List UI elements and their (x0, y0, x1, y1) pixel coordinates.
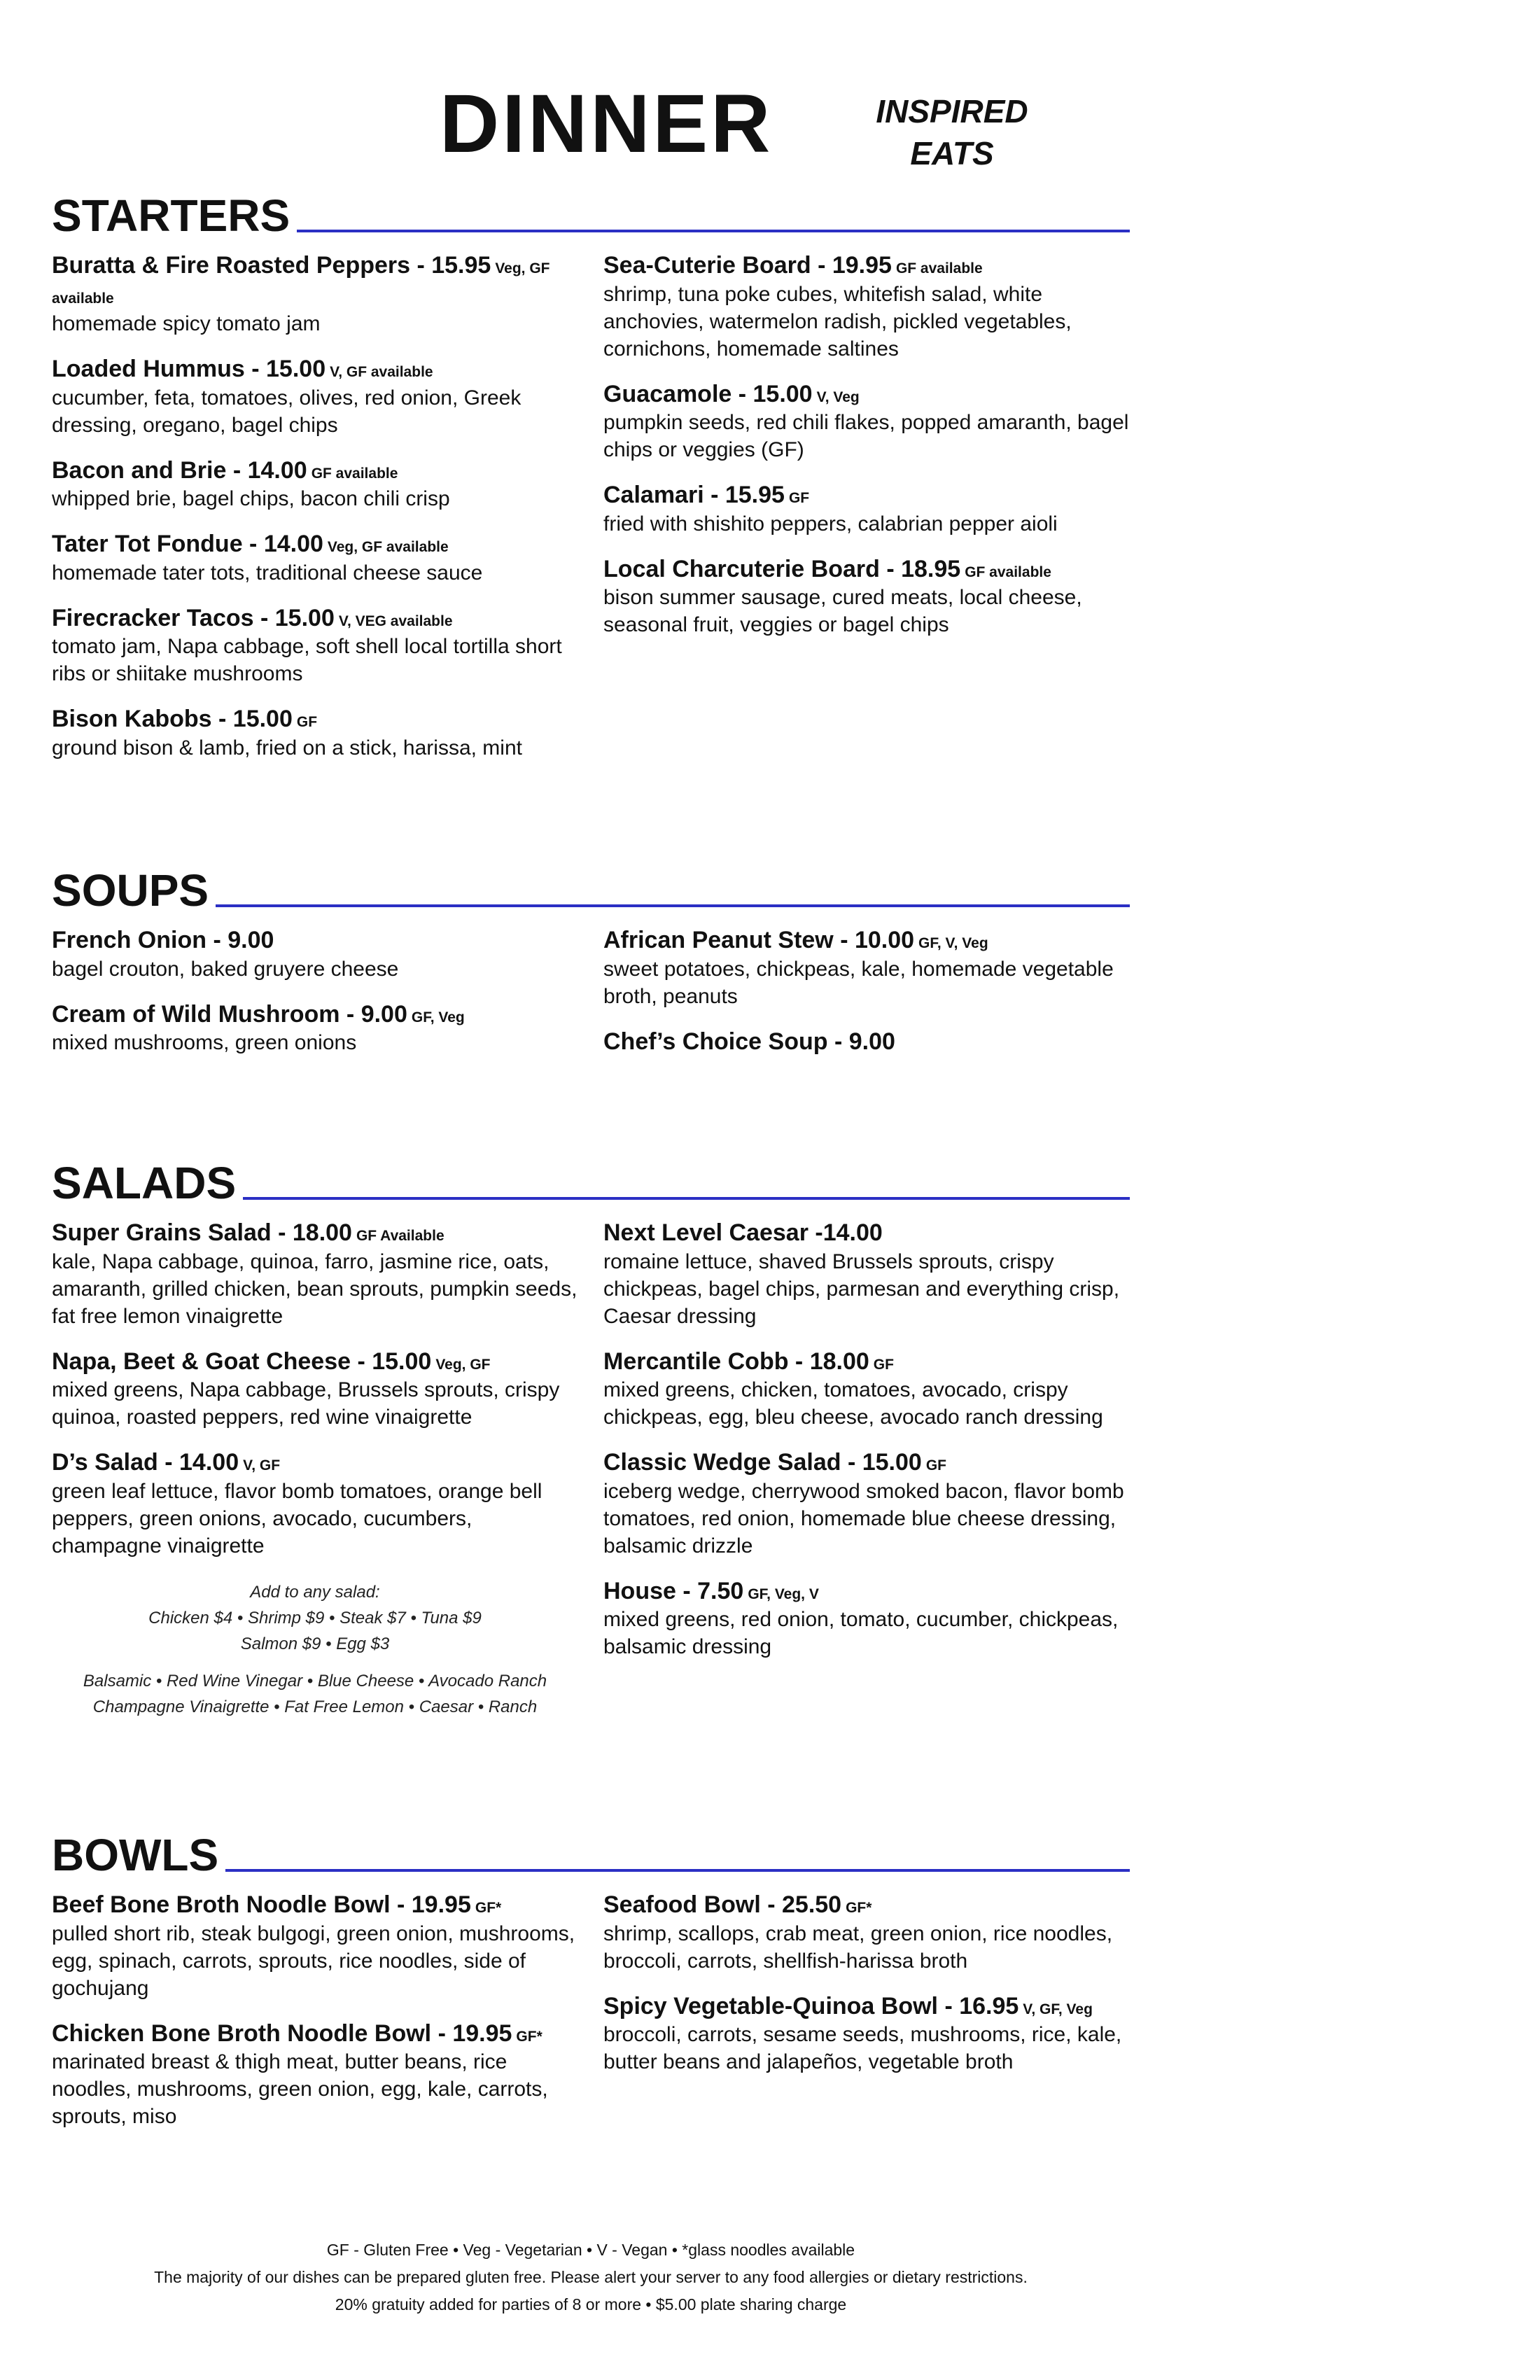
section-divider (225, 1869, 1130, 1872)
item-name: Bacon and Brie - 14.00 GF available (52, 456, 398, 484)
item-tags: GF* (516, 2028, 542, 2045)
item-name: House - 7.50 GF, Veg, V (603, 1577, 819, 1604)
menu-item (603, 1991, 1130, 2076)
menu-item (52, 2019, 578, 2131)
item-description: mixed mushrooms, green onions (52, 1031, 357, 1054)
footer (52, 2236, 1130, 2318)
section-title-salads: SALADS (52, 1158, 237, 1208)
menu-item (52, 603, 578, 688)
item-name: Next Level Caesar -14.00 (603, 1219, 883, 1246)
menu-item (603, 1576, 1130, 1661)
item-tags: GF (788, 490, 810, 506)
starters-left-column (52, 251, 578, 778)
item-description: bagel crouton, baked gruyere cheese (52, 957, 399, 981)
item-tags: V, GF (243, 1457, 281, 1474)
soups-left-column (52, 925, 578, 1073)
item-description: pulled short rib, steak bulgogi, green onion, mushrooms, egg, spinach, carrots, sprouts, rice noodles, side of gochujang (52, 1921, 575, 2000)
item-description: sweet potatoes, chickpeas, kale, homemade vegetable broth, peanuts (603, 957, 1114, 1008)
menu-item (52, 456, 578, 513)
menu-item (603, 925, 1130, 1010)
item-tags: GF (925, 1457, 946, 1474)
menu-item (603, 1027, 1130, 1057)
item-tags: GF, Veg (411, 1009, 465, 1026)
item-tags: GF available (965, 564, 1051, 580)
item-description: tomato jam, Napa cabbage, soft shell local tortilla short ribs or shiitake mushrooms (52, 635, 562, 685)
section-divider (297, 230, 1130, 232)
item-description: mixed greens, Napa cabbage, Brussels sprouts, crispy quinoa, roasted peppers, red wine vinaigrette (52, 1378, 560, 1429)
menu-item (52, 529, 578, 587)
item-name: Firecracker Tacos - 15.00 V, VEG available (52, 604, 453, 631)
addons-dressings: Champagne Vinaigrette • Fat Free Lemon • Caesar • Ranch (92, 1698, 538, 1717)
tagline-line-2: EATS (910, 134, 994, 172)
addons-dressings: Balsamic • Red Wine Vinegar • Blue Cheese • Avocado Ranch (83, 1672, 547, 1691)
salads-left-column (52, 1218, 578, 1731)
item-tags: GF* (475, 1900, 502, 1916)
item-tags: GF, Veg, V (748, 1586, 819, 1602)
item-tags: V, Veg (816, 388, 860, 405)
item-name: Loaded Hummus - 15.00 V, GF available (52, 356, 433, 382)
item-name: Beef Bone Broth Noodle Bowl - 19.95 GF* (52, 1891, 502, 1918)
addons-proteins: Salmon $9 • Egg $3 (240, 1634, 390, 1653)
menu-item (603, 480, 1130, 538)
item-description: whipped brie, bagel chips, bacon chili crisp (52, 487, 450, 510)
item-name: Seafood Bowl - 25.50 GF* (603, 1891, 872, 1918)
item-tags: V, VEG available (338, 612, 453, 629)
menu-item (52, 1890, 578, 2002)
item-description: fried with shishito peppers, calabrian pepper aioli (603, 512, 1058, 536)
item-name: D’s Salad - 14.00 V, GF (52, 1449, 281, 1476)
section-header (52, 188, 1130, 241)
menu-item (52, 354, 578, 439)
item-name: Sea-Cuterie Board - 19.95 GF available (603, 252, 983, 279)
footer-allergy-note: The majority of our dishes can be prepared gluten free. Please alert your server to any food allergies or dietary restrictions. (154, 2268, 1028, 2287)
item-description: mixed greens, red onion, tomato, cucumber, chickpeas, balsamic dressing (603, 1608, 1119, 1658)
item-tags: GF available (895, 260, 983, 276)
item-name: Guacamole - 15.00 V, Veg (603, 380, 860, 407)
item-name: Local Charcuterie Board - 18.95 GF available (603, 555, 1051, 582)
item-description: romaine lettuce, shaved Brussels sprouts, crispy chickpeas, bagel chips, parmesan and everything crisp, Caesar dressing (603, 1250, 1120, 1328)
item-name: Mercantile Cobb - 18.00 GF (603, 1348, 894, 1375)
menu-item (603, 251, 1130, 363)
item-description: homemade spicy tomato jam (52, 312, 321, 335)
item-tags: V, GF, Veg (1023, 2001, 1093, 2017)
bowls-right-column (603, 1890, 1130, 2147)
item-description: homemade tater tots, traditional cheese sauce (52, 561, 483, 584)
item-tags: Veg, GF available (327, 539, 449, 555)
item-description: iceberg wedge, cherrywood smoked bacon, flavor bomb tomatoes, red onion, homemade blue cheese dressing, balsamic drizzle (603, 1479, 1124, 1558)
section-header (52, 1827, 1130, 1880)
item-tags: GF, V, Veg (918, 935, 988, 951)
item-description: bison summer sausage, cured meats, local cheese, seasonal fruit, veggies or bagel chips (603, 586, 1082, 636)
soups-right-column (603, 925, 1130, 1073)
item-tags: Veg, GF available (52, 260, 550, 307)
item-name: Chicken Bone Broth Noodle Bowl - 19.95 GF* (52, 2019, 542, 2047)
menu-item (52, 704, 578, 762)
item-description: shrimp, tuna poke cubes, whitefish salad, white anchovies, watermelon radish, pickled vegetables, cornichons, homemade saltines (603, 282, 1072, 360)
salads-section (52, 1155, 1130, 1731)
menu-item (603, 554, 1130, 639)
footer-legend: GF - Gluten Free • Veg - Vegetarian • V - Vegan • *glass noodles available (326, 2241, 855, 2259)
item-name: African Peanut Stew - 10.00 GF, V, Veg (603, 927, 988, 953)
addons-heading: Add to any salad: (250, 1582, 380, 1602)
section-divider (243, 1197, 1130, 1200)
section-header (52, 1155, 1130, 1208)
salad-addons (52, 1579, 578, 1721)
item-name: Buratta & Fire Roasted Peppers - 15.95 Veg, GF available (52, 252, 550, 307)
item-tags: Veg, GF (435, 1356, 491, 1373)
item-description: pumpkin seeds, red chili flakes, popped amaranth, bagel chips or veggies (GF) (603, 411, 1129, 461)
bowls-section (52, 1827, 1130, 2147)
item-description: cucumber, feta, tomatoes, olives, red onion, Greek dressing, oregano, bagel chips (52, 386, 522, 437)
item-description: green leaf lettuce, flavor bomb tomatoes, orange bell peppers, green onions, avocado, cucumbers, champagne vinaigrette (52, 1479, 542, 1558)
menu-item (52, 1218, 578, 1330)
item-name: Tater Tot Fondue - 14.00 Veg, GF available (52, 531, 449, 557)
item-name: Super Grains Salad - 18.00 GF Available (52, 1219, 444, 1246)
bowls-left-column (52, 1890, 578, 2147)
menu-item (603, 1448, 1130, 1560)
section-header (52, 862, 1130, 916)
soups-section (52, 862, 1130, 1073)
menu-item (52, 251, 578, 337)
item-tags: GF (873, 1356, 894, 1373)
page-title: DINNER (440, 78, 774, 170)
item-name: French Onion - 9.00 (52, 927, 274, 953)
item-description: broccoli, carrots, sesame seeds, mushrooms, rice, kale, butter beans and jalapeños, vegetable broth (603, 2023, 1122, 2073)
item-tags: GF (296, 714, 318, 730)
item-name: Bison Kabobs - 15.00 GF (52, 706, 318, 732)
salads-right-column (603, 1218, 1130, 1731)
item-name: Classic Wedge Salad - 15.00 GF (603, 1449, 946, 1476)
menu-item (603, 1218, 1130, 1330)
menu-item (603, 1347, 1130, 1432)
item-tags: GF* (846, 1900, 872, 1916)
section-title-bowls: BOWLS (52, 1830, 219, 1880)
menu-item (52, 1347, 578, 1432)
menu-item (52, 925, 578, 983)
section-title-soups: SOUPS (52, 865, 209, 916)
item-description: mixed greens, chicken, tomatoes, avocado, crispy chickpeas, egg, bleu cheese, avocado ranch dressing (603, 1378, 1103, 1429)
menu-item (52, 1448, 578, 1560)
menu-item (52, 1000, 578, 1057)
addons-proteins: Chicken $4 • Shrimp $9 • Steak $7 • Tuna $9 (148, 1608, 482, 1628)
starters-right-column (603, 251, 1130, 778)
item-description: ground bison & lamb, fried on a stick, harissa, mint (52, 736, 522, 760)
tagline (861, 91, 1043, 175)
tagline-line-1: INSPIRED (876, 93, 1028, 130)
item-tags: GF available (311, 465, 398, 482)
section-title-starters: STARTERS (52, 190, 290, 241)
item-description: kale, Napa cabbage, quinoa, farro, jasmine rice, oats, amaranth, grilled chicken, bean sprouts, pumpkin seeds, fat free lemon vinaigrette (52, 1250, 578, 1328)
item-name: Cream of Wild Mushroom - 9.00 GF, Veg (52, 1000, 465, 1028)
item-name: Chef’s Choice Soup - 9.00 (603, 1028, 895, 1055)
section-divider (216, 904, 1130, 907)
item-name: Calamari - 15.95 GF (603, 482, 810, 508)
item-tags: V, GF available (330, 364, 433, 380)
footer-gratuity: 20% gratuity added for parties of 8 or more • $5.00 plate sharing charge (335, 2295, 847, 2314)
starters-section (52, 188, 1130, 778)
menu-item (603, 1890, 1130, 1975)
item-description: shrimp, scallops, crab meat, green onion, rice noodles, broccoli, carrots, shellfish-harissa broth (603, 1921, 1113, 1973)
item-name: Spicy Vegetable-Quinoa Bowl - 16.95 V, GF, Veg (603, 1992, 1093, 2019)
menu-item (603, 379, 1130, 464)
item-name: Napa, Beet & Goat Cheese - 15.00 Veg, GF (52, 1348, 491, 1375)
item-tags: GF Available (356, 1228, 444, 1244)
item-description: marinated breast & thigh meat, butter beans, rice noodles, mushrooms, green onion, egg, kale, carrots, sprouts, miso (52, 2050, 548, 2128)
